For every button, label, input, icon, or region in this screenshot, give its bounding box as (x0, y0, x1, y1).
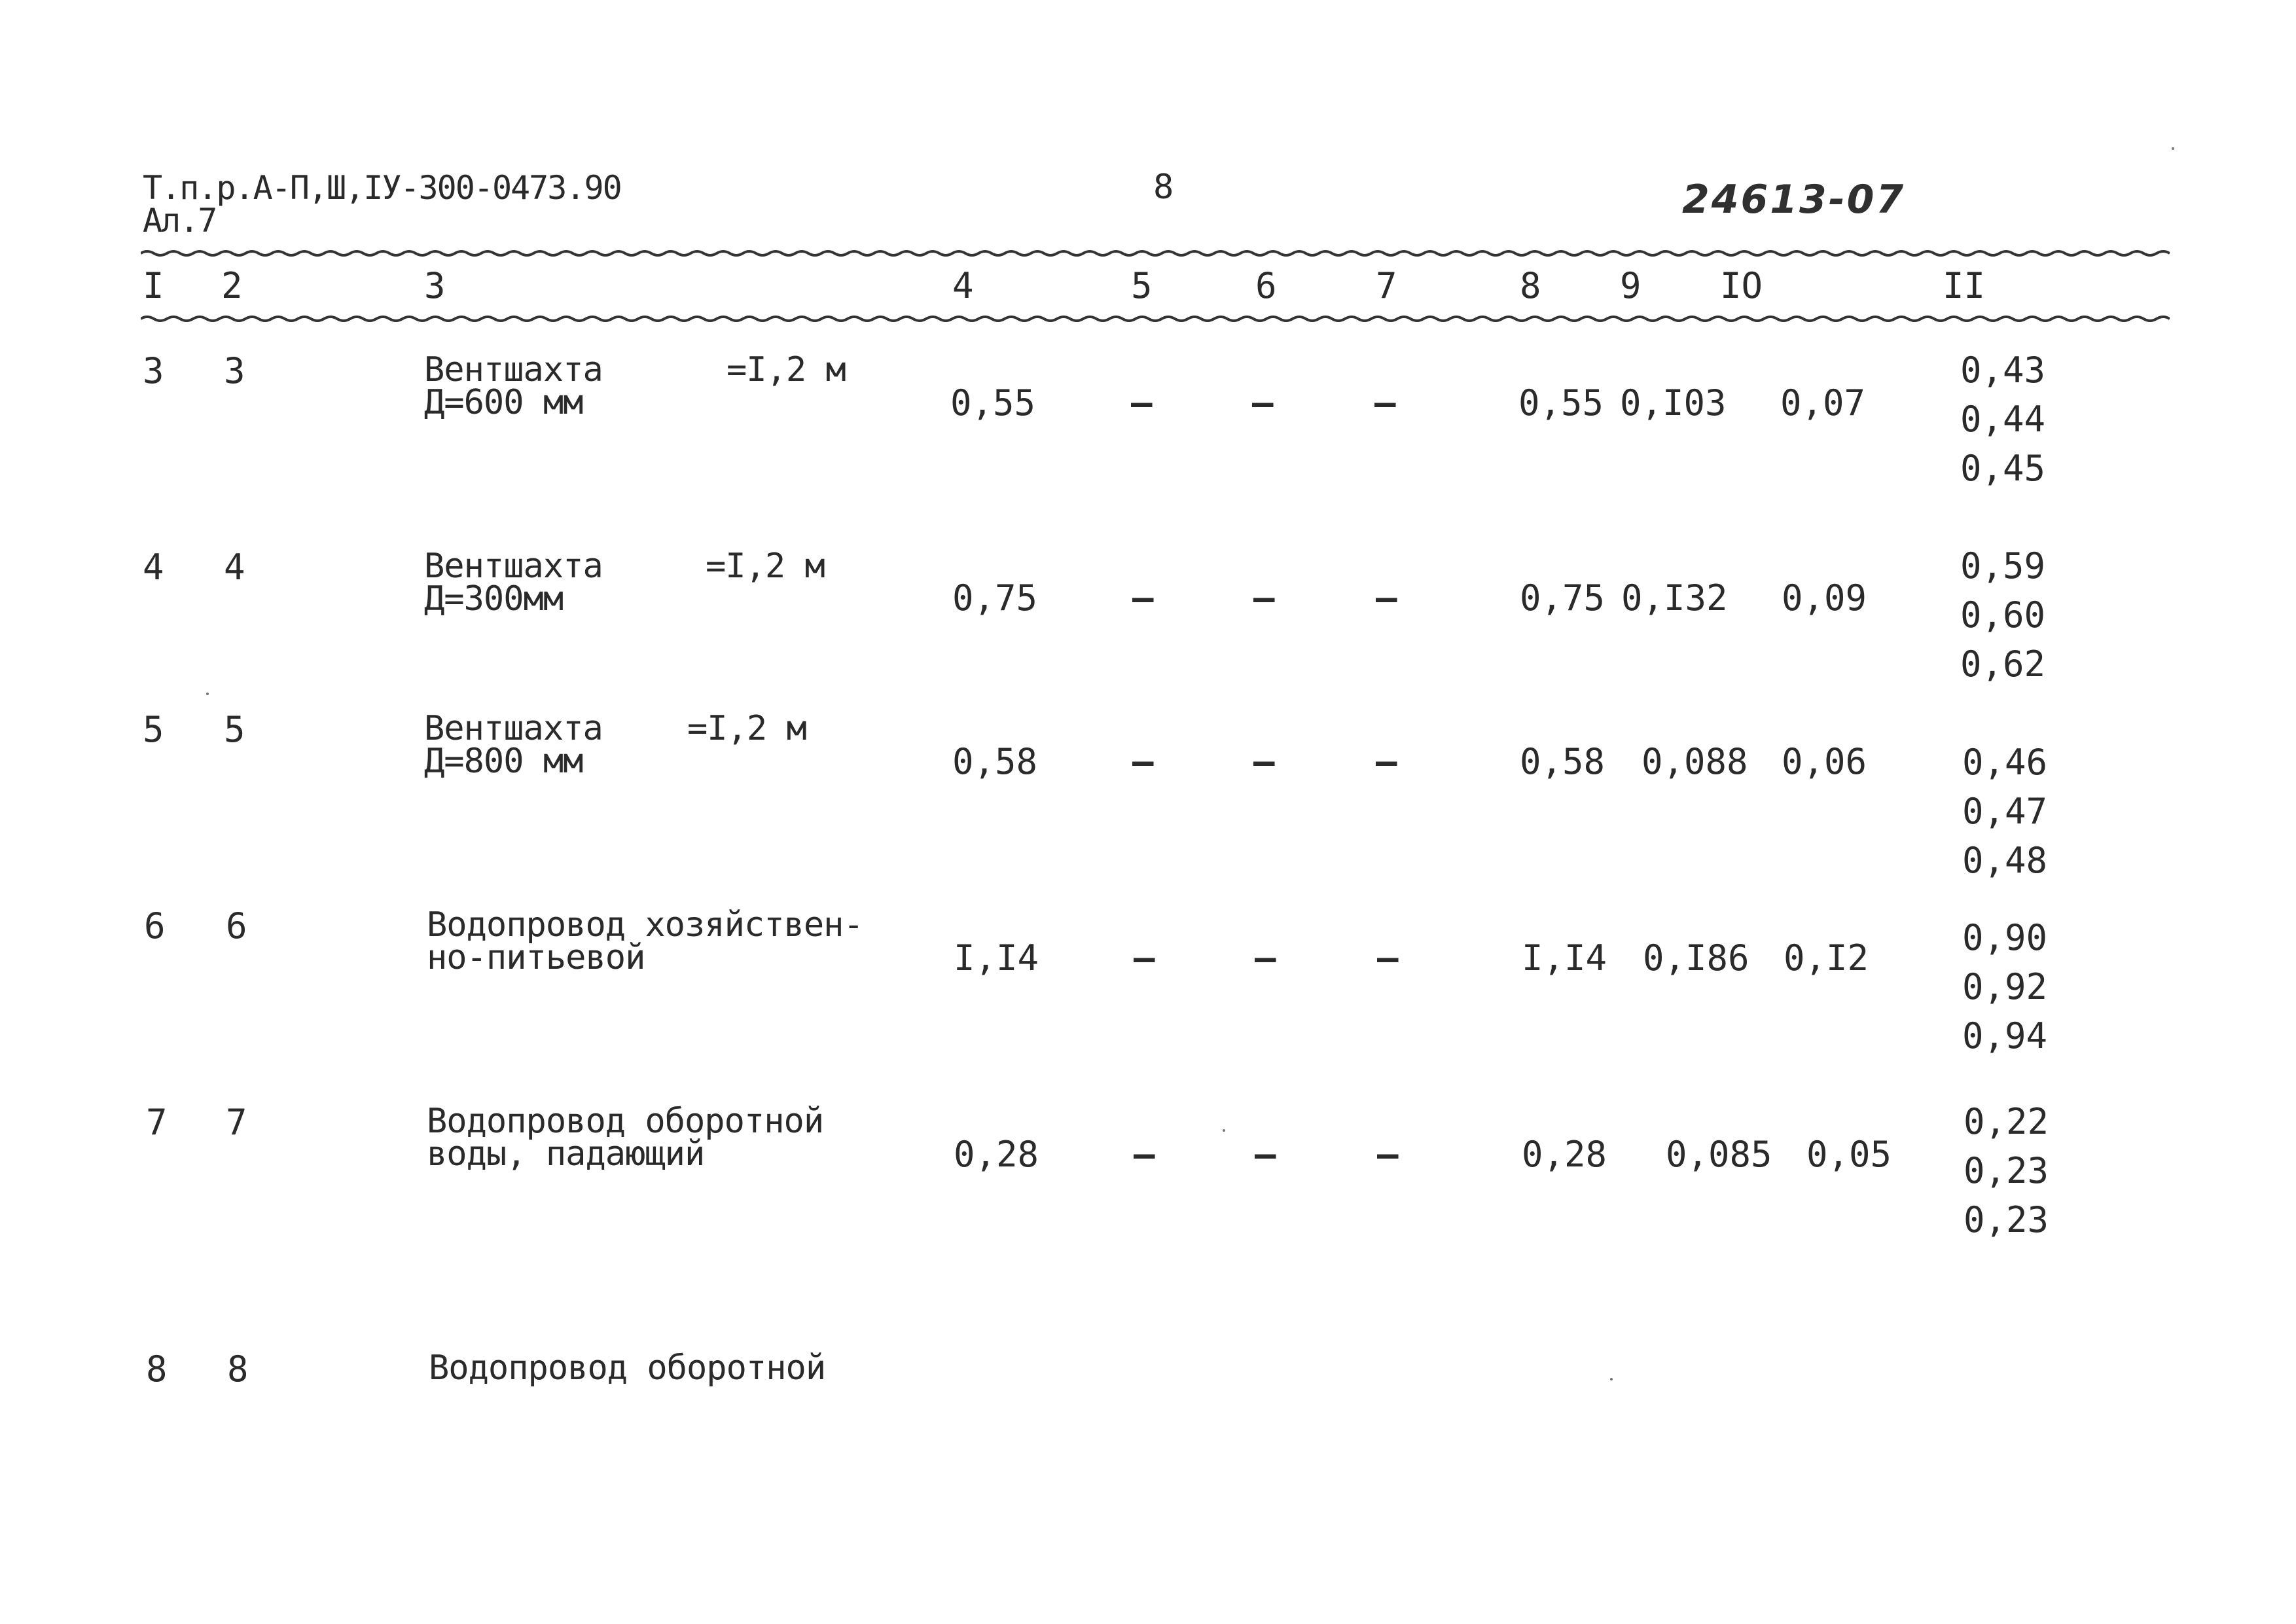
item-diameter: Д=800 мм (424, 742, 583, 781)
column-header-7: 7 (1376, 265, 1397, 306)
scan-speck (1223, 1129, 1225, 1132)
column-header-9: 9 (1620, 265, 1641, 306)
column-header-5: 5 (1131, 265, 1153, 306)
value-col6: – (1255, 1134, 1276, 1175)
value-col10: 0,06 (1782, 741, 1867, 782)
item-diameter: Д=600 мм (424, 383, 583, 422)
value-col4: 0,55 (950, 382, 1036, 424)
value-col9: 0,I03 (1620, 382, 1727, 424)
row-number: 7 (146, 1102, 168, 1143)
column-header-11: II (1943, 265, 1986, 306)
value-col10: 0,05 (1806, 1134, 1892, 1175)
value-col11: 0,43 0,44 0,45 (1960, 350, 2046, 489)
value-col5: – (1131, 382, 1153, 424)
item-number: 7 (226, 1102, 247, 1143)
value-col8: I,I4 (1522, 937, 1607, 979)
item-name: Вентшахта (424, 709, 603, 748)
value-col11: 0,22 0,23 0,23 (1964, 1101, 2049, 1240)
column-header-6: 6 (1255, 265, 1277, 306)
item-height: =I,2 м (726, 350, 846, 389)
scan-speck (206, 693, 209, 695)
value-col10: 0,I2 (1784, 937, 1869, 979)
item-diameter: Д=300мм (424, 579, 564, 619)
row-number: 6 (144, 905, 166, 947)
value-col8: 0,55 (1518, 382, 1604, 424)
item-number: 4 (224, 547, 245, 588)
scan-speck (2172, 147, 2174, 150)
value-col7: – (1377, 937, 1399, 979)
value-col9: 0,I32 (1621, 577, 1728, 619)
value-col4: 0,75 (952, 577, 1038, 619)
item-number: 3 (224, 350, 245, 391)
value-col9: 0,088 (1641, 741, 1748, 782)
value-col7: – (1376, 577, 1397, 619)
value-col8: 0,75 (1520, 577, 1605, 619)
item-number: 8 (227, 1348, 249, 1390)
row-number: 3 (143, 350, 164, 391)
item-name: Вентшахта (424, 350, 603, 389)
row-number: 8 (146, 1348, 168, 1390)
column-header-10: IO (1720, 265, 1763, 306)
value-col11: 0,46 0,47 0,48 (1962, 742, 2048, 881)
document-sheet: Ал.7 (143, 202, 217, 240)
item-name: Водопровод оборотной (429, 1348, 826, 1388)
value-col4: I,I4 (954, 937, 1039, 979)
header-rule-bottom (141, 314, 2170, 323)
value-col11: 0,59 0,60 0,62 (1960, 545, 2046, 685)
value-col11: 0,90 0,92 0,94 (1962, 917, 2048, 1056)
value-col7: – (1374, 382, 1396, 424)
value-col7: – (1376, 741, 1397, 782)
column-header-2: 2 (221, 265, 243, 306)
value-col4: 0,28 (954, 1134, 1039, 1175)
value-col9: 0,I86 (1643, 937, 1749, 979)
row-number: 4 (143, 547, 164, 588)
value-col6: – (1252, 382, 1274, 424)
item-name-continued: воды, падающий (427, 1134, 705, 1174)
value-col4: 0,58 (952, 741, 1038, 782)
value-col5: – (1134, 1134, 1155, 1175)
scan-speck (1610, 1378, 1613, 1380)
value-col9: 0,085 (1666, 1134, 1772, 1175)
item-name: Водопровод оборотной (427, 1102, 824, 1141)
item-number: 6 (226, 905, 247, 947)
column-header-8: 8 (1520, 265, 1541, 306)
column-header-3: 3 (424, 265, 446, 306)
column-header-4: 4 (952, 265, 974, 306)
header-rule-top (141, 249, 2170, 258)
item-name: Вентшахта (424, 547, 603, 586)
column-header-1: I (143, 265, 164, 306)
page-number: 8 (1153, 168, 1174, 207)
row-number: 5 (143, 709, 164, 750)
value-col8: 0,28 (1522, 1134, 1607, 1175)
item-number: 5 (224, 709, 245, 750)
item-name-continued: но-питьевой (427, 938, 645, 977)
value-col5: – (1132, 741, 1154, 782)
value-col5: – (1132, 577, 1154, 619)
item-height: =I,2 м (687, 709, 806, 748)
inventory-stamp: 24613-07 (1682, 177, 1906, 223)
value-col6: – (1253, 577, 1275, 619)
item-name: Водопровод хозяйствен- (427, 905, 863, 945)
value-col6: – (1255, 937, 1276, 979)
document-reference: Т.п.р.А-П,Ш,IУ-300-0473.90 (143, 169, 621, 207)
value-col10: 0,09 (1782, 577, 1867, 619)
value-col6: – (1253, 741, 1275, 782)
item-height: =I,2 м (706, 547, 825, 586)
value-col10: 0,07 (1780, 382, 1866, 424)
value-col5: – (1134, 937, 1155, 979)
value-col8: 0,58 (1520, 741, 1605, 782)
value-col7: – (1377, 1134, 1399, 1175)
